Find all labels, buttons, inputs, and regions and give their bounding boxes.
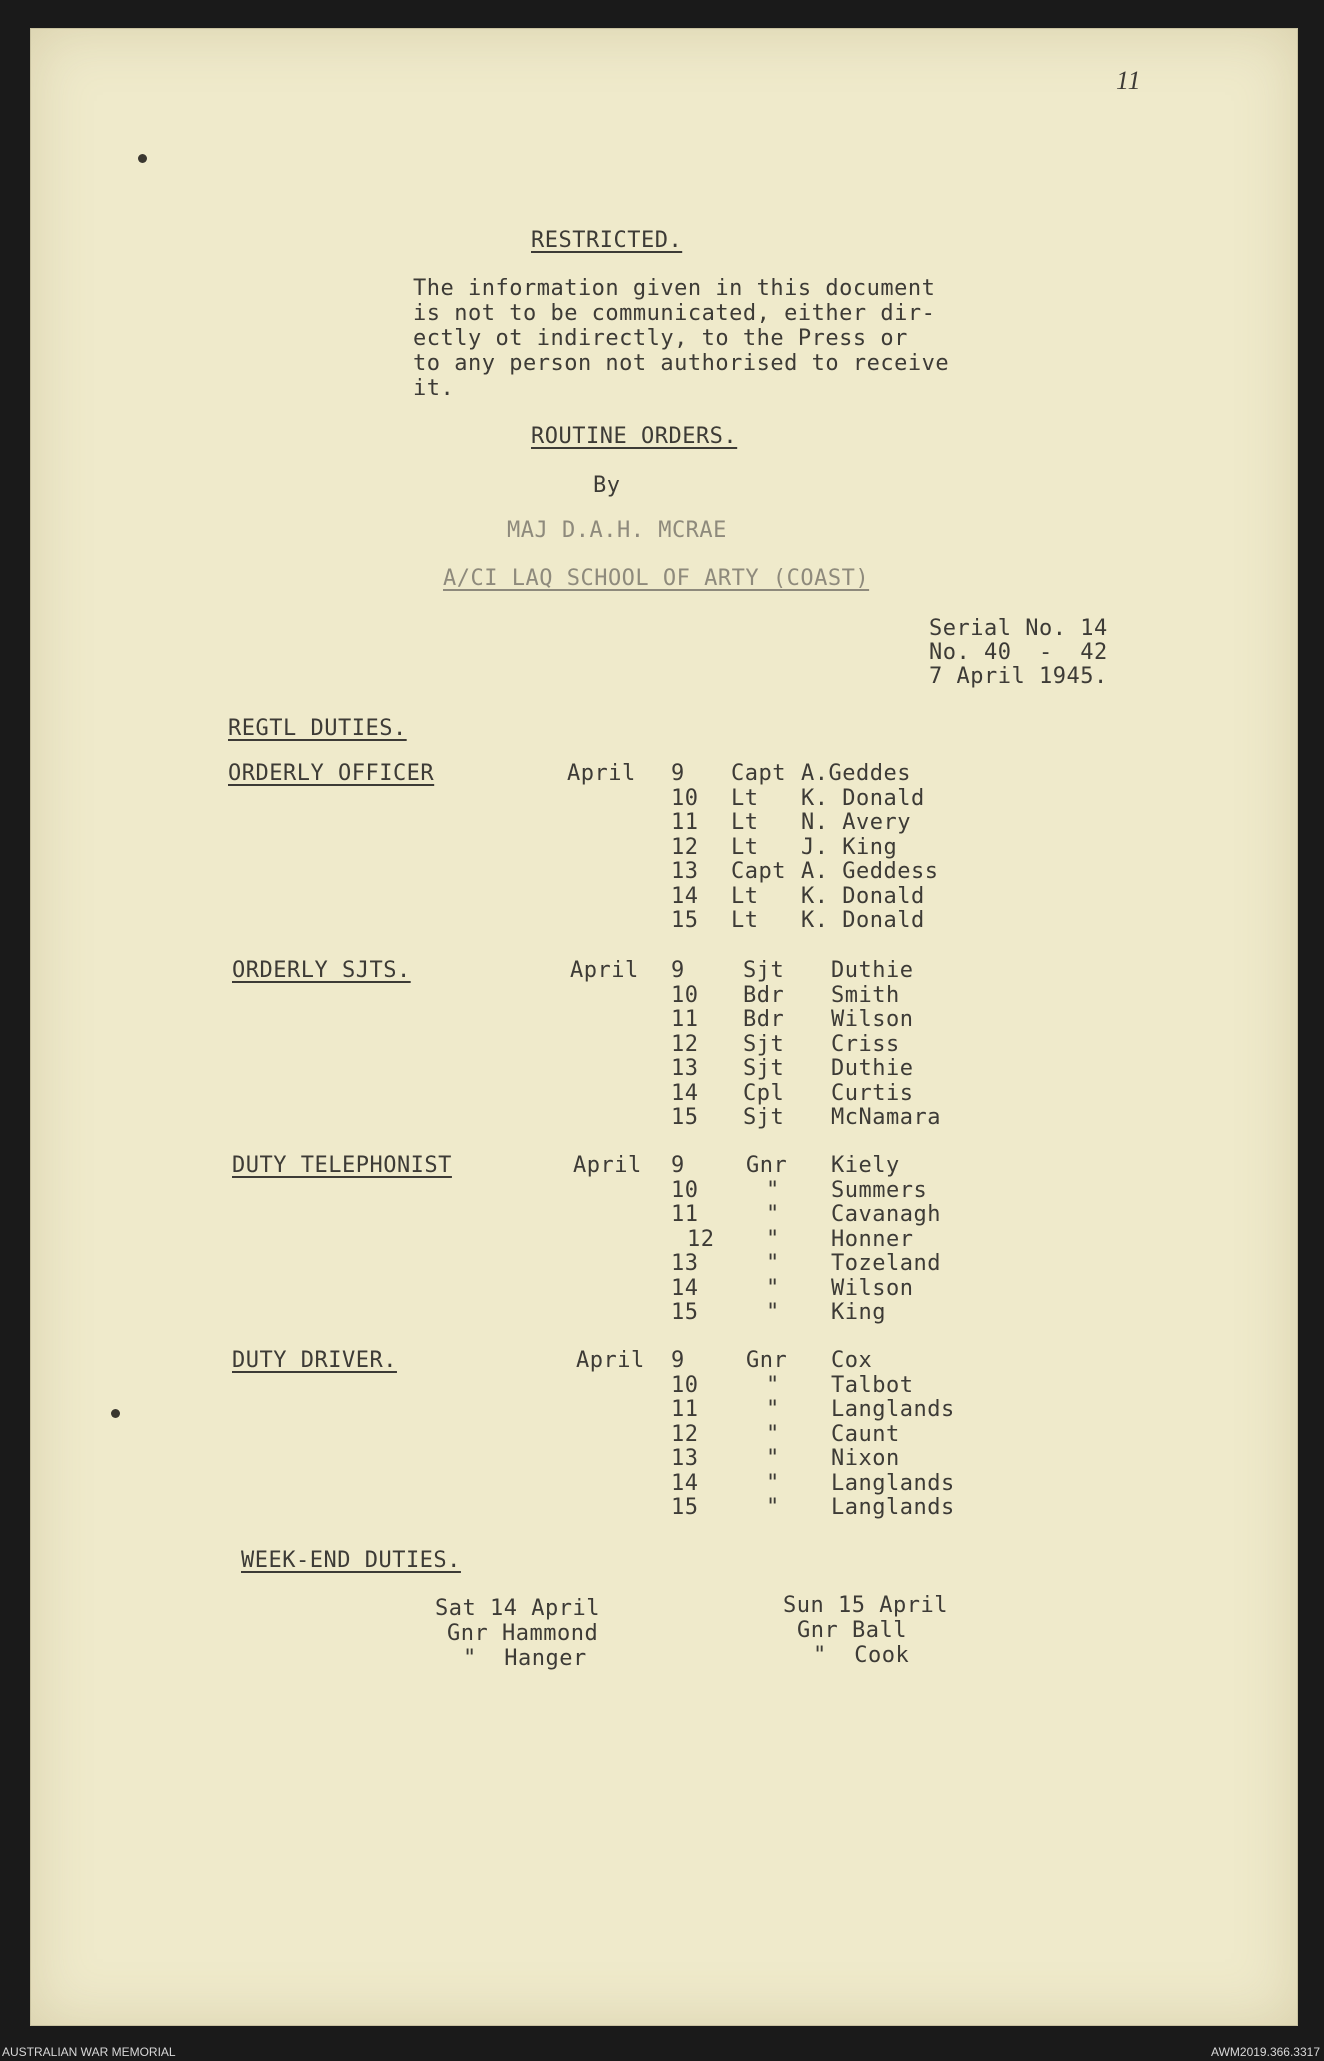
weekend-date: Sat 14 April (435, 1596, 600, 1621)
weekend-duty: " Cook (813, 1643, 910, 1668)
duty-rank: Lt (731, 834, 759, 860)
duty-name: Wilson (831, 1007, 914, 1032)
section-month: April (576, 1348, 645, 1373)
duty-name: Cox (831, 1348, 873, 1373)
duty-day: 9 (671, 761, 685, 786)
weekend-duty: Gnr Hammond (447, 1621, 599, 1646)
issuer-name: MAJ D.A.H. MCRAE (507, 518, 727, 543)
duty-name: Criss (831, 1031, 900, 1057)
notice-line: to any person not authorised to receive (413, 351, 950, 376)
duty-rank: Gnr (746, 1348, 788, 1373)
weekend-heading: WEEK-END DUTIES. (241, 1548, 461, 1573)
section-title: ORDERLY OFFICER (228, 761, 435, 786)
duty-name: N. Avery (801, 810, 911, 835)
duty-name: K. Donald (801, 785, 925, 811)
duty-rank: " (766, 1470, 780, 1496)
duty-day: 11 (671, 1007, 699, 1032)
duty-day: 11 (671, 1202, 699, 1227)
notice-line: ectly ot indirectly, to the Press or (413, 326, 908, 351)
duty-day: 12 (671, 834, 699, 860)
notice-line: it. (413, 376, 455, 401)
regtl-duties-heading: REGTL DUTIES. (228, 716, 407, 741)
duty-day: 12 (687, 1226, 715, 1252)
duty-name: Langlands (831, 1470, 955, 1496)
duty-day: 11 (671, 810, 699, 835)
section-month: April (573, 1153, 642, 1178)
duty-rank: " (766, 1421, 780, 1447)
duty-day: 14 (671, 1080, 699, 1106)
duty-rank: Gnr (746, 1153, 788, 1178)
document-title: ROUTINE ORDERS. (531, 424, 738, 449)
duty-name: McNamara (831, 1105, 941, 1130)
duty-rank: " (766, 1275, 780, 1301)
unit-name: A/CI LAQ SCHOOL OF ARTY (COAST) (443, 566, 870, 591)
duty-day: 15 (671, 908, 699, 933)
duty-name: Summers (831, 1177, 928, 1203)
duty-rank: " (766, 1446, 780, 1471)
duty-rank: Lt (731, 810, 759, 835)
duty-rank: Sjt (743, 1031, 785, 1057)
section-title: DUTY TELEPHONIST (232, 1153, 452, 1178)
duty-day: 15 (671, 1300, 699, 1325)
duty-rank: Cpl (743, 1080, 785, 1106)
section-title: DUTY DRIVER. (232, 1348, 397, 1373)
duty-rank: Bdr (743, 1007, 785, 1032)
page-number-mark: 11 (1116, 66, 1142, 95)
duty-day: 13 (671, 859, 699, 884)
duty-name: King (831, 1300, 886, 1325)
footer-credit: AUSTRALIAN WAR MEMORIAL (2, 2045, 176, 2059)
duty-name: K. Donald (801, 883, 925, 909)
duty-day: 14 (671, 1275, 699, 1301)
duty-rank: " (766, 1300, 780, 1325)
duty-day: 9 (671, 1348, 685, 1373)
serial-line: Serial No. 14 (929, 616, 1108, 641)
duty-name: Tozeland (831, 1251, 941, 1276)
weekend-duty: Gnr Ball (797, 1618, 907, 1643)
duty-rank: Capt (731, 859, 786, 884)
duty-name: Wilson (831, 1275, 914, 1301)
duty-day: 13 (671, 1056, 699, 1081)
classification-label: RESTRICTED. (531, 228, 683, 253)
duty-name: A. Geddess (801, 859, 939, 884)
section-month: April (567, 761, 636, 786)
duty-name: Duthie (831, 1056, 914, 1081)
duty-day: 13 (671, 1251, 699, 1276)
punch-hole (138, 154, 147, 163)
duty-rank: " (766, 1202, 780, 1227)
duty-rank: Lt (731, 883, 759, 909)
duty-name: Cavanagh (831, 1202, 941, 1227)
duty-rank: Lt (731, 785, 759, 811)
duty-day: 11 (671, 1397, 699, 1422)
duty-rank: Lt (731, 908, 759, 933)
document-page (30, 28, 1298, 2026)
duty-rank: Capt (731, 761, 786, 786)
duty-day: 9 (671, 958, 685, 983)
duty-rank: Sjt (743, 958, 785, 983)
duty-day: 9 (671, 1153, 685, 1178)
duty-name: K. Donald (801, 908, 925, 933)
duty-rank: " (766, 1226, 780, 1252)
duty-name: Kiely (831, 1153, 900, 1178)
duty-day: 13 (671, 1446, 699, 1471)
duty-day: 12 (671, 1031, 699, 1057)
footer-accession: AWM2019.366.3317 (1211, 2045, 1320, 2059)
weekend-date: Sun 15 April (783, 1593, 948, 1618)
duty-name: Nixon (831, 1446, 900, 1471)
section-title: ORDERLY SJTS. (232, 958, 411, 983)
duty-day: 14 (671, 883, 699, 909)
weekend-duty: " Hanger (463, 1646, 587, 1671)
duty-rank: Sjt (743, 1105, 785, 1130)
duty-rank: Bdr (743, 982, 785, 1008)
duty-name: Honner (831, 1226, 914, 1252)
duty-rank: " (766, 1177, 780, 1203)
serial-date: 7 April 1945. (929, 664, 1108, 689)
duty-day: 15 (671, 1105, 699, 1130)
serial-line: No. 40 - 42 (929, 640, 1108, 665)
duty-name: Curtis (831, 1080, 914, 1106)
duty-name: Smith (831, 982, 900, 1008)
duty-name: Duthie (831, 958, 914, 983)
punch-hole (111, 1409, 120, 1418)
duty-name: Caunt (831, 1421, 900, 1447)
duty-rank: " (766, 1372, 780, 1398)
duty-rank: " (766, 1495, 780, 1520)
duty-day: 14 (671, 1470, 699, 1496)
notice-line: is not to be communicated, either dir- (413, 301, 936, 326)
duty-rank: Sjt (743, 1056, 785, 1081)
duty-name: J. King (801, 834, 898, 860)
duty-day: 10 (671, 982, 699, 1008)
duty-day: 12 (671, 1421, 699, 1447)
duty-name: Talbot (831, 1372, 914, 1398)
duty-name: Langlands (831, 1495, 955, 1520)
by-label: By (593, 473, 621, 498)
duty-rank: " (766, 1251, 780, 1276)
duty-name: Langlands (831, 1397, 955, 1422)
notice-line: The information given in this document (413, 276, 936, 301)
duty-day: 10 (671, 785, 699, 811)
duty-day: 10 (671, 1177, 699, 1203)
duty-day: 15 (671, 1495, 699, 1520)
duty-rank: " (766, 1397, 780, 1422)
section-month: April (570, 958, 639, 983)
duty-name: A.Geddes (801, 761, 911, 786)
duty-day: 10 (671, 1372, 699, 1398)
